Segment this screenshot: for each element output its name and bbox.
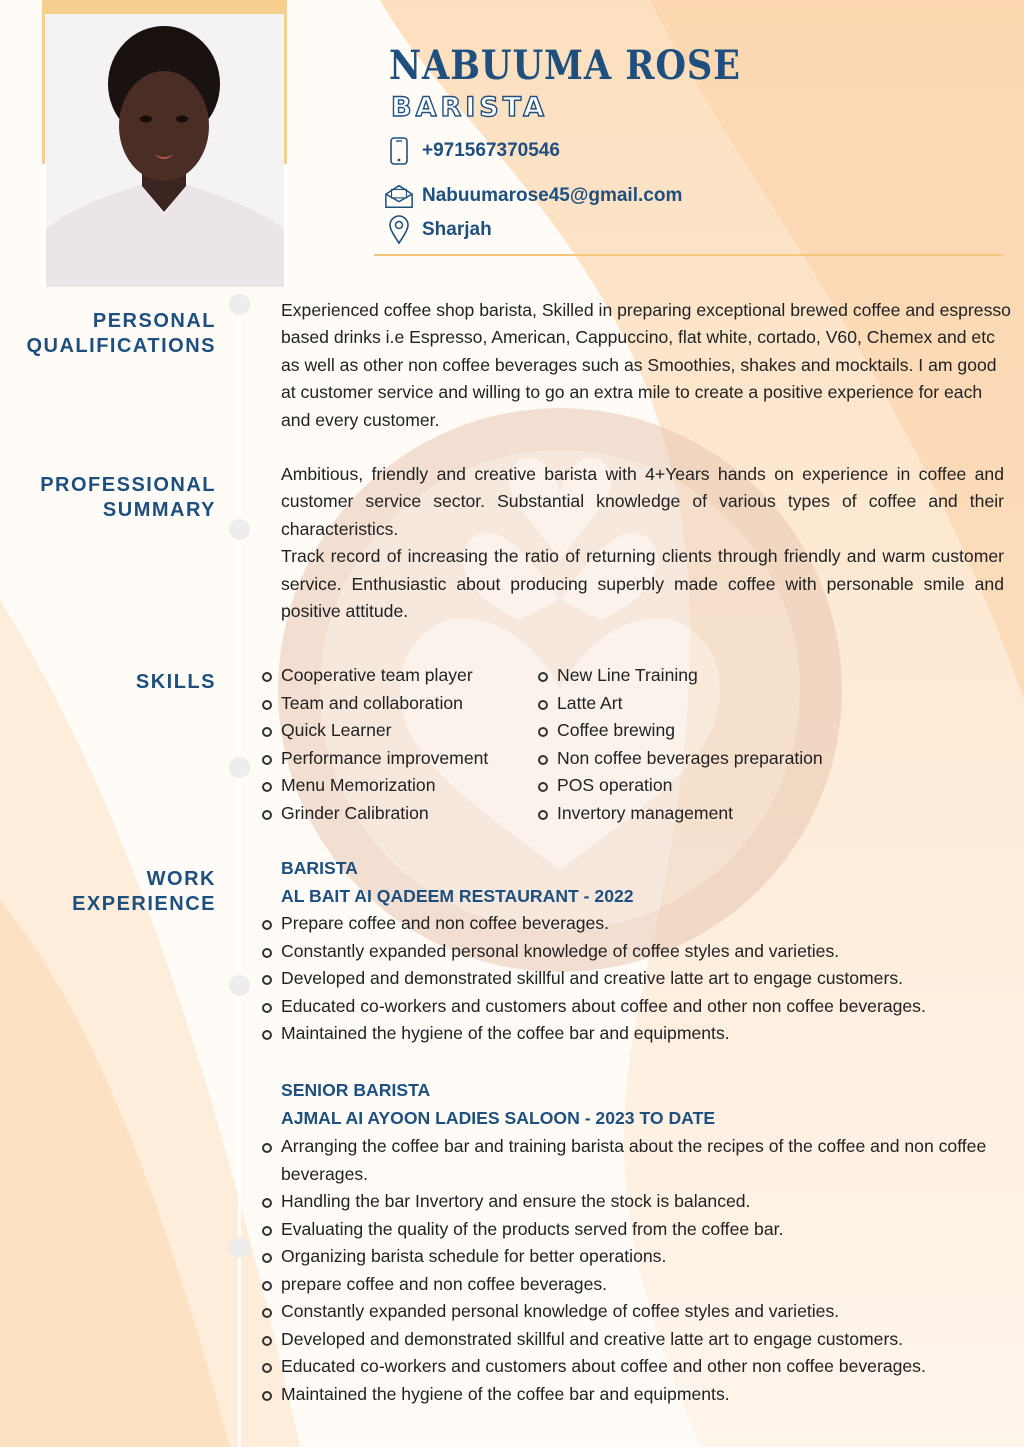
duty-item: Prepare coffee and non coffee beverages. [262,910,926,938]
duty-item: Evaluating the quality of the products served from the coffee bar. [262,1216,992,1244]
job-1-header [281,855,634,910]
duty-item: prepare coffee and non coffee beverages. [262,1271,992,1299]
duty-item: Maintained the hygiene of the coffee bar and equipments. [262,1020,926,1048]
job-employer: AJMAL AI AYOON LADIES SALOON - 2023 TO DATE [281,1107,716,1128]
skills-list-left [262,662,488,827]
job-1-duties [262,910,926,1048]
skill-item: Menu Memorization [262,772,488,800]
header-divider [374,254,1003,256]
qualifications-text: Experienced coffee shop barista, Skilled in preparing exceptional brewed coffee and espresso based drinks i.e Espresso, American, Cappuccino, flat white, cortado, V60, Chemex and etc as well as other non coffee beverages such as Smoothies, shakes and mocktails. I am good at customer service and willing to go an extra mile to create a positive experience for each and every customer. [281,300,1011,430]
profile-photo [46,14,284,287]
section-label-work: WORK EXPERIENCE [72,868,216,915]
job-employer: AL BAIT AI QADEEM RESTAURANT - 2022 [281,885,634,906]
location-text: Sharjah [422,219,492,240]
envelope-icon [384,181,414,211]
skill-item: Invertory management [538,800,823,828]
map-pin-icon [384,215,414,245]
job-title-heading: BARISTA [391,92,548,123]
duty-item: Developed and demonstrated skillful and creative latte art to engage customers. [262,965,926,993]
skill-item: Coffee brewing [538,717,823,745]
skill-item: New Line Training [538,662,823,690]
section-label-summary: PROFESSIONAL SUMMARY [40,474,216,521]
duty-item: Arranging the coffee bar and training barista about the recipes of the coffee and non coffee beverages. [262,1133,992,1188]
duty-item: Developed and demonstrated skillful and creative latte art to engage customers. [262,1326,992,1354]
skill-item: Cooperative team player [262,662,488,690]
candidate-name: NABUUMA ROSE [389,42,741,89]
skill-item: Performance improvement [262,745,488,773]
contact-location [384,215,492,245]
skill-item: POS operation [538,772,823,800]
timeline-dot [229,757,250,778]
summary-text [281,461,1004,625]
timeline-dot [229,1237,250,1258]
timeline-dot [229,975,250,996]
email-address[interactable]: Nabuumarose45@gmail.com [422,185,683,206]
skill-item: Non coffee beverages preparation [538,745,823,773]
duty-item: Constantly expanded personal knowledge of coffee styles and varieties. [262,938,926,966]
duty-item: Handling the bar Invertory and ensure the stock is balanced. [262,1188,992,1216]
duty-item: Educated co-workers and customers about coffee and other non coffee beverages. [262,1353,992,1381]
skill-item: Latte Art [538,690,823,718]
summary-paragraph: Ambitious, friendly and creative barista with 4+Years hands on experience in coffee and customer service sector. Substantial knowledge of various types of coffee and their characteristics. [281,464,1004,539]
duty-item: Maintained the hygiene of the coffee bar and equipments. [262,1381,992,1409]
timeline-dot [229,294,250,315]
skill-item: Quick Learner [262,717,488,745]
phone-number[interactable]: +971567370546 [422,140,560,161]
summary-paragraph: Track record of increasing the ratio of returning clients through friendly and warm customer service. Enthusiastic about producing superbly made coffee with personable smile and positive attitude. [281,546,1004,622]
skills-list-right [538,662,823,827]
photo-frame [42,0,287,287]
duty-item: Constantly expanded personal knowledge of coffee styles and varieties. [262,1298,992,1326]
timeline-dot [229,519,250,540]
timeline-line [238,300,241,1447]
phone-icon [384,136,414,166]
job-2-header [281,1077,715,1132]
contact-phone [384,136,560,166]
section-label-qualifications: PERSONAL QUALIFICATIONS [26,310,216,357]
job-role: BARISTA [281,858,358,878]
skill-item: Grinder Calibration [262,800,488,828]
job-role: SENIOR BARISTA [281,1080,431,1100]
duty-item: Organizing barista schedule for better operations. [262,1243,992,1271]
skill-item: Team and collaboration [262,690,488,718]
duty-item: Educated co-workers and customers about coffee and other non coffee beverages. [262,993,926,1021]
job-2-duties [262,1133,992,1408]
contact-email [384,181,682,211]
section-label-skills: SKILLS [135,671,216,693]
